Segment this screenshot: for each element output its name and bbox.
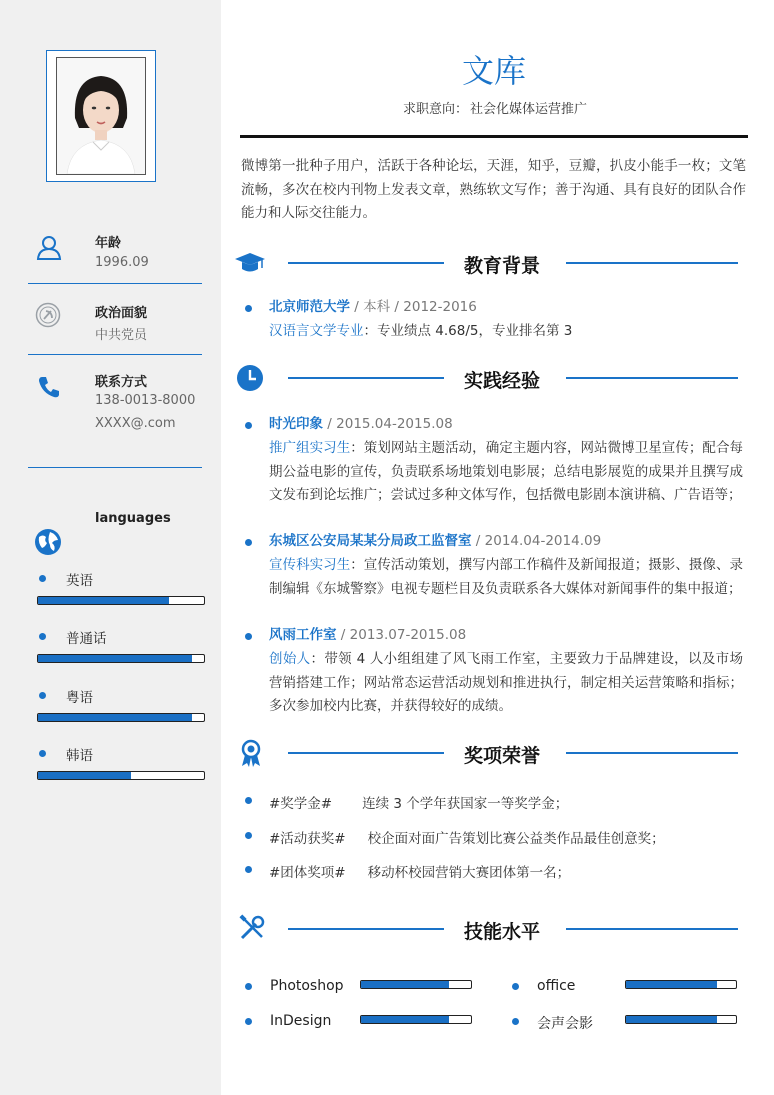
section-line bbox=[288, 928, 444, 930]
contact-title: 联系方式 bbox=[95, 375, 148, 390]
skill-level-bar bbox=[360, 1015, 472, 1024]
section-line bbox=[288, 262, 444, 264]
skill-level-bar bbox=[625, 1015, 737, 1024]
language-name: 韩语 bbox=[66, 748, 93, 764]
party-emblem-icon bbox=[35, 302, 61, 328]
org-name: 时光印象 bbox=[269, 416, 323, 432]
bullet bbox=[39, 692, 46, 699]
language-name: 英语 bbox=[66, 573, 93, 589]
language-level-bar bbox=[37, 654, 205, 663]
candidate-name: 文库 bbox=[461, 52, 526, 90]
skill-name: 会声会影 bbox=[537, 1016, 593, 1032]
person-icon bbox=[36, 234, 62, 260]
section-practice-header bbox=[234, 363, 750, 393]
award-text: 移动杯校园营销大赛团体第一名； bbox=[367, 865, 571, 881]
graduation-cap-icon bbox=[234, 248, 264, 278]
skill-level-fill bbox=[626, 1016, 717, 1023]
org-name: 风雨工作室 bbox=[269, 627, 337, 643]
language-level-fill bbox=[38, 655, 192, 662]
education-entry bbox=[245, 296, 745, 346]
org-name: 东城区公安局某某分局政工监督室 bbox=[269, 533, 472, 549]
practice-entry bbox=[245, 413, 745, 513]
clock-icon bbox=[234, 363, 264, 393]
section-education-header bbox=[234, 248, 750, 278]
tools-icon bbox=[238, 914, 268, 944]
divider bbox=[28, 467, 202, 468]
period: / 2015.04-2015.08 bbox=[327, 416, 453, 432]
description: ：带领 4 人小组组建了风飞雨工作室，主要致力于品牌建设，以及市场营销搭建工作；网站常态运营活动规划和推进执行，制定相关运营策略和指标；多次参加校内比赛，并获得较好的成绩。 bbox=[269, 651, 743, 714]
skill-name: Photoshop bbox=[270, 978, 344, 994]
divider bbox=[28, 354, 202, 355]
major-detail: ：专业绩点 4.68/5，专业排名第 3 bbox=[363, 323, 573, 339]
skill-name: InDesign bbox=[270, 1013, 332, 1029]
role: 推广组实习生 bbox=[269, 440, 351, 456]
section-awards-header bbox=[234, 738, 750, 768]
skill-name: office bbox=[537, 978, 576, 994]
skill-level-bar bbox=[360, 980, 472, 989]
section-line bbox=[566, 752, 738, 754]
bullet bbox=[245, 866, 252, 873]
bullet bbox=[245, 832, 252, 839]
section-line bbox=[288, 377, 444, 379]
award-tag: #活动获奖# bbox=[269, 831, 346, 847]
degree-period: / 本科 / 2012-2016 bbox=[354, 299, 477, 315]
bullet bbox=[245, 539, 252, 546]
bullet bbox=[245, 633, 252, 640]
award-tag: #奖学金# bbox=[269, 796, 333, 812]
language-name: 普通话 bbox=[66, 631, 107, 647]
language-name: 粤语 bbox=[66, 690, 93, 706]
politics-value: 中共党员 bbox=[95, 328, 148, 343]
bullet bbox=[245, 983, 252, 990]
section-title: 教育背景 bbox=[463, 255, 540, 277]
divider bbox=[28, 283, 202, 284]
age-title: 年龄 bbox=[95, 236, 122, 251]
bullet bbox=[245, 797, 252, 804]
phone-value: 138-0013-8000 bbox=[95, 393, 196, 408]
email-value: XXXX@.com bbox=[95, 416, 176, 431]
language-level-bar bbox=[37, 596, 205, 605]
section-skills-header bbox=[234, 914, 750, 944]
bullet bbox=[39, 633, 46, 640]
skill-level-fill bbox=[361, 981, 449, 988]
bullet bbox=[512, 1018, 519, 1025]
award-text: 校企面对面广告策划比赛公益类作品最佳创意奖； bbox=[367, 831, 665, 847]
politics-title: 政治面貌 bbox=[95, 306, 148, 321]
sidebar bbox=[0, 0, 221, 1095]
phone-icon bbox=[36, 374, 62, 400]
section-line bbox=[288, 752, 444, 754]
globe-icon bbox=[34, 528, 60, 554]
skill-level-fill bbox=[626, 981, 717, 988]
bullet bbox=[512, 983, 519, 990]
job-label: 求职意向： bbox=[402, 102, 468, 117]
bullet bbox=[39, 750, 46, 757]
skill-level-fill bbox=[361, 1016, 449, 1023]
job-objective bbox=[240, 98, 748, 117]
bullet bbox=[245, 305, 252, 312]
major: 汉语言文学专业 bbox=[269, 323, 364, 339]
bullet bbox=[245, 422, 252, 429]
skill-level-bar bbox=[625, 980, 737, 989]
section-title: 实践经验 bbox=[463, 370, 540, 392]
practice-entry bbox=[245, 624, 745, 724]
language-level-fill bbox=[38, 597, 169, 604]
section-title: 奖项荣誉 bbox=[463, 745, 540, 767]
section-line bbox=[566, 262, 738, 264]
section-title: 技能水平 bbox=[463, 921, 540, 943]
job-value: 社会化媒体运营推广 bbox=[470, 102, 588, 117]
bullet bbox=[39, 575, 46, 582]
period: / 2014.04-2014.09 bbox=[475, 533, 602, 549]
section-line bbox=[566, 928, 738, 930]
award-tag: #团体奖项# bbox=[269, 865, 346, 881]
language-level-bar bbox=[37, 771, 205, 780]
role: 宣传科实习生 bbox=[269, 557, 351, 573]
header-divider bbox=[240, 135, 748, 138]
self-introduction: 微博第一批种子用户，活跃于各种论坛，天涯，知乎，豆瓣，扒皮小能手一枚；文笔流畅，多次在校内刊物上发表文章，熟练软文写作；善于沟通、具有良好的团队合作能力和人际交往能力。 bbox=[241, 158, 746, 221]
language-level-bar bbox=[37, 713, 205, 722]
medal-icon bbox=[238, 738, 268, 768]
section-line bbox=[566, 377, 738, 379]
language-level-fill bbox=[38, 714, 192, 721]
language-level-fill bbox=[38, 772, 131, 779]
description: ：策划网站主题活动，确定主题内容，网站微博卫星宣传；配合每期公益电影的宣传，负责联系场地策划电影展；总结电影展览的成果并且撰写成文发布到论坛推广；尝试过多种文体写作，包括微电影剧本演讲稿、广告语等； bbox=[269, 440, 744, 503]
age-value: 1996.09 bbox=[95, 255, 149, 270]
award-text: 连续 3 个学年获国家一等奖学金； bbox=[362, 796, 569, 812]
role: 创始人 bbox=[269, 651, 311, 667]
practice-entry bbox=[245, 530, 745, 605]
period: / 2013.07-2015.08 bbox=[340, 627, 467, 643]
photo-frame bbox=[46, 50, 156, 182]
languages-title: languages bbox=[95, 511, 171, 526]
avatar bbox=[56, 57, 146, 175]
school-name: 北京师范大学 bbox=[269, 299, 350, 315]
description: ：宣传活动策划，撰写内部工作稿件及新闻报道；摄影、摄像、录制编辑《东城警察》电视专题栏目及负责联系各大媒体对新闻事件的集中报道； bbox=[269, 557, 744, 597]
bullet bbox=[245, 1018, 252, 1025]
